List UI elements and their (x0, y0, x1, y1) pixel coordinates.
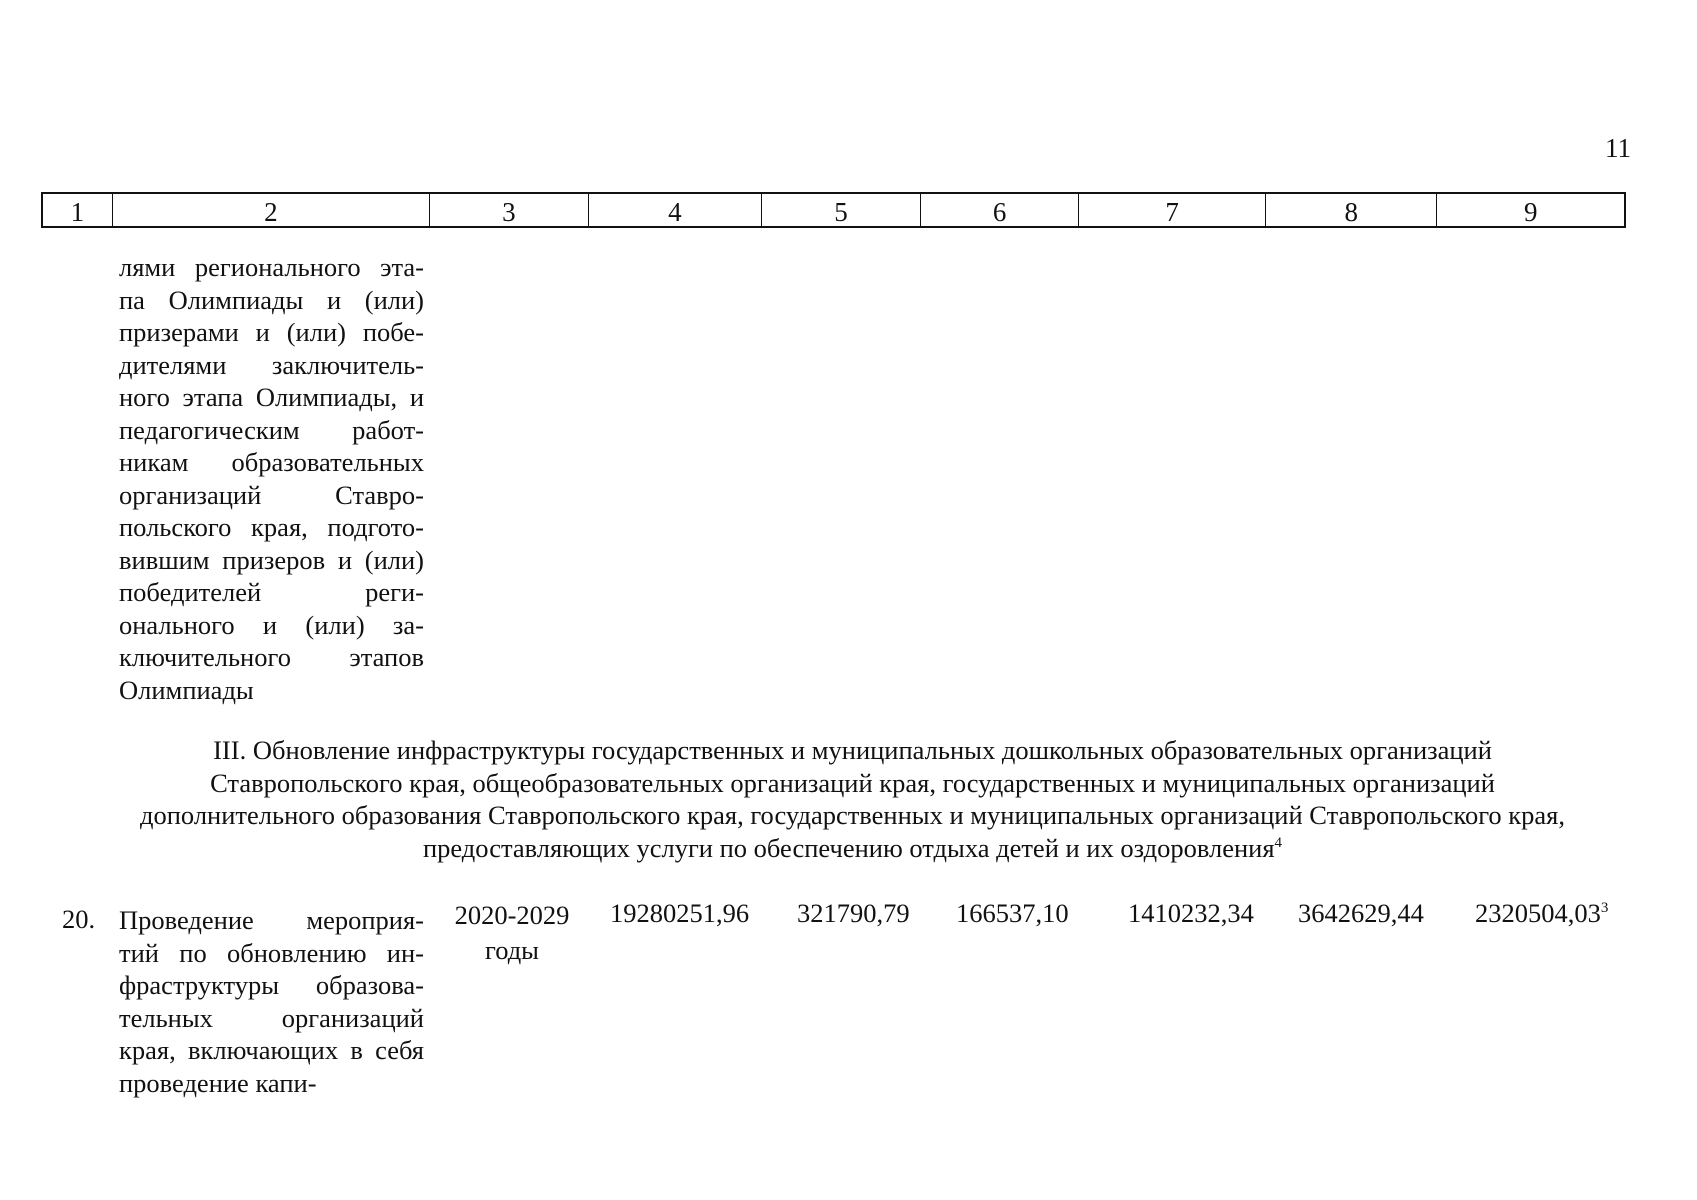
header-cell-3: 3 (430, 194, 589, 226)
row-period (447, 898, 577, 968)
section-heading (55, 734, 1650, 864)
section-footnote-mark: 4 (1274, 834, 1283, 851)
section-heading-line-4 (55, 832, 1650, 865)
section-heading-line-2: Ставропольского края, общеобразовательных организаций края, государственных и муниципальных организаций (210, 767, 1495, 798)
row-col9-cell (1475, 898, 1608, 929)
section-heading-line-1: III. Обновление инфраструктуры государственных и муниципальных дошкольных образовательных организаций (213, 735, 1492, 765)
section-heading-line-4-text: предоставляющих услуги по обеспечению отдыха детей и их оздоровления (422, 832, 1275, 863)
header-cell-8: 8 (1266, 194, 1438, 226)
row-col8-value: 3642629,44 (1298, 898, 1424, 928)
continuation-text: лями регионального эта- па Олимпиады и (или) призерами и (или) побе- дителями заключитель- ного этапа Олимпиады, и педагогическим работ- никам образовательных организаций Ставро- польского края, подгото- вившим призеров и (или) победителей реги- онального и (или) за- ключительного этапов Олимпиады (119, 252, 424, 705)
row-col5-value: 321790,79 (797, 898, 910, 928)
header-cell-4: 4 (589, 194, 763, 226)
header-cell-6: 6 (921, 194, 1080, 226)
row-col9-footnote: 3 (1600, 900, 1609, 917)
row-col9-value: 2320504,03 (1475, 898, 1601, 928)
header-cell-1: 1 (43, 194, 113, 226)
row-description: Проведение мероприя- тий по обновлению ин- фраструктуры образова- тельных организаций края, включающих в себя проведение капи- (119, 905, 424, 1098)
row-number: 20. (62, 904, 96, 934)
section-heading-line-3: дополнительного образования Ставропольского края, государственных и муниципальных организаций Ставропольского края, (140, 800, 1565, 830)
row-col7-value: 1410232,34 (1128, 898, 1254, 928)
header-cell-5: 5 (762, 194, 921, 226)
header-cell-2: 2 (113, 194, 430, 226)
row-period-years: 2020-2029 (454, 900, 570, 930)
row-col4-value: 19280251,96 (610, 898, 750, 928)
row-period-label: годы (485, 935, 539, 965)
table-header-row (41, 192, 1626, 228)
row-col6-value: 166537,10 (956, 898, 1069, 928)
header-cell-9: 9 (1523, 196, 1538, 227)
page-number: 11 (1605, 133, 1631, 163)
header-cell-7: 7 (1079, 194, 1266, 226)
